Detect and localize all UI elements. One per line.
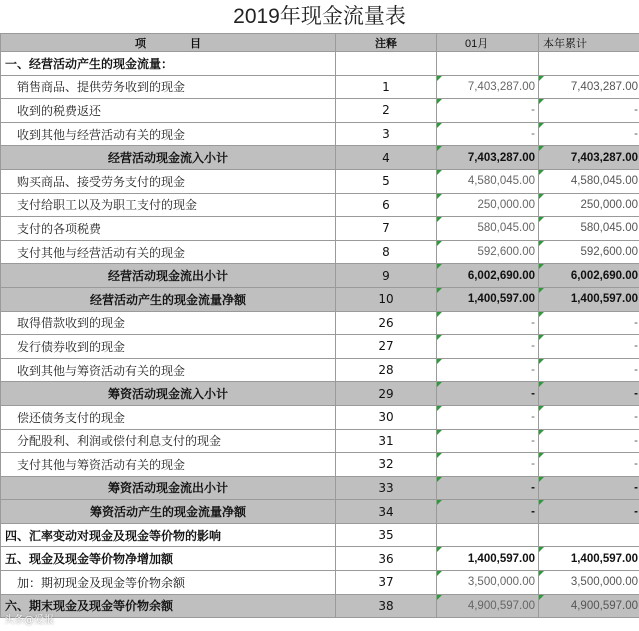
month-value-cell[interactable]: 7,403,287.00 [437,146,539,170]
table-row [1,217,639,241]
table-row [1,405,639,429]
cell-comment-marker [539,500,544,505]
ytd-value-cell[interactable]: - [539,122,639,146]
cell-comment-marker [437,335,442,340]
cell-comment-marker [539,359,544,364]
cell-comment-marker [437,288,442,293]
month-value-cell[interactable]: - [437,453,539,477]
table-row [1,311,639,335]
month-value-cell[interactable]: - [437,429,539,453]
cell-comment-marker [437,99,442,104]
ytd-value-cell[interactable]: - [539,500,639,524]
ytd-value-cell[interactable] [539,523,639,547]
cell-comment-marker [437,312,442,317]
note-cell[interactable]: 3 [336,122,437,146]
row-label-cell[interactable]: 分配股利、利润或偿付利息支付的现金 [1,429,336,453]
row-label-cell[interactable]: 收到的税费返还 [1,99,336,123]
row-label-cell[interactable]: 筹资活动现金流出小计 [1,476,336,500]
month-value-cell[interactable]: 250,000.00 [437,193,539,217]
header-item[interactable]: 项 目 [1,34,336,52]
note-cell[interactable]: 1 [336,75,437,99]
cell-comment-marker [539,312,544,317]
cell-comment-marker [539,170,544,175]
month-value-cell[interactable]: 1,400,597.00 [437,547,539,571]
cell-comment-marker [437,170,442,175]
note-cell[interactable]: 4 [336,146,437,170]
cell-comment-marker [539,430,544,435]
table-row [1,500,639,524]
cell-comment-marker [539,547,544,552]
ytd-value-cell[interactable]: 580,045.00 [539,217,639,241]
cell-comment-marker [437,217,442,222]
cell-comment-marker [437,146,442,151]
header-row [1,34,639,52]
cell-comment-marker [437,500,442,505]
table-row [1,240,639,264]
cell-comment-marker [539,146,544,151]
row-label-cell[interactable]: 支付其他与经营活动有关的现金 [1,240,336,264]
ytd-value-cell[interactable]: 3,500,000.00 [539,571,639,595]
table-row [1,146,639,170]
month-value-cell[interactable]: - [437,405,539,429]
ytd-value-cell[interactable]: 4,900,597.00 [539,594,639,618]
month-value-cell[interactable]: - [437,122,539,146]
month-value-cell[interactable]: - [437,99,539,123]
table-row [1,287,639,311]
month-value-cell[interactable]: 3,500,000.00 [437,571,539,595]
ytd-value-cell[interactable]: 4,580,045.00 [539,169,639,193]
table-row [1,99,639,123]
cell-comment-marker [437,430,442,435]
row-label-cell[interactable]: 取得借款收到的现金 [1,311,336,335]
note-cell[interactable]: 29 [336,382,437,406]
cell-comment-marker [437,547,442,552]
note-cell[interactable]: 9 [336,264,437,288]
cell-comment-marker [539,335,544,340]
month-value-cell[interactable]: - [437,311,539,335]
row-label-cell[interactable]: 筹资活动现金流入小计 [1,382,336,406]
ytd-value-cell[interactable]: - [539,99,639,123]
cell-comment-marker [437,241,442,246]
cell-comment-marker [437,359,442,364]
ytd-value-cell[interactable]: 1,400,597.00 [539,287,639,311]
watermark: 头条@爱报 [4,615,54,626]
month-value-cell[interactable]: 6,002,690.00 [437,264,539,288]
ytd-value-cell[interactable]: 7,403,287.00 [539,146,639,170]
note-cell[interactable]: 8 [336,240,437,264]
row-label-cell[interactable]: 一、经营活动产生的现金流量： [1,52,336,76]
ytd-value-cell[interactable] [539,52,639,76]
month-value-cell[interactable]: 1,400,597.00 [437,287,539,311]
cell-comment-marker [437,453,442,458]
cell-comment-marker [539,194,544,199]
table-row [1,476,639,500]
cell-comment-marker [539,288,544,293]
cell-comment-marker [539,453,544,458]
row-label-cell[interactable]: 支付给职工以及为职工支付的现金 [1,193,336,217]
ytd-value-cell[interactable]: 1,400,597.00 [539,547,639,571]
row-label-cell[interactable]: 经营活动现金流出小计 [1,264,336,288]
note-cell[interactable]: 31 [336,429,437,453]
cell-comment-marker [539,264,544,269]
ytd-value-cell[interactable]: 250,000.00 [539,193,639,217]
month-value-cell[interactable]: - [437,476,539,500]
cell-comment-marker [437,382,442,387]
cell-comment-marker [437,264,442,269]
cell-comment-marker [539,217,544,222]
cell-comment-marker [539,241,544,246]
month-value-cell[interactable]: 592,600.00 [437,240,539,264]
note-cell[interactable]: 37 [336,571,437,595]
table-row [1,382,639,406]
month-value-cell[interactable]: - [437,358,539,382]
note-cell[interactable]: 34 [336,500,437,524]
note-cell[interactable]: 35 [336,523,437,547]
row-label-cell[interactable]: 发行债券收到的现金 [1,335,336,359]
cell-comment-marker [437,194,442,199]
table-row [1,335,639,359]
sheet-title: 2019年现金流量表 [233,5,406,28]
note-cell[interactable]: 28 [336,358,437,382]
note-cell[interactable]: 27 [336,335,437,359]
row-label-cell[interactable]: 筹资活动产生的现金流量净额 [1,500,336,524]
row-label-cell[interactable]: 六、期末现金及现金等价物余额 [1,594,336,618]
row-label-cell[interactable]: 收到其他与经营活动有关的现金 [1,122,336,146]
cell-comment-marker [437,123,442,128]
row-label-cell[interactable]: 支付的各项税费 [1,217,336,241]
ytd-value-cell[interactable]: 7,403,287.00 [539,75,639,99]
header-ytd[interactable]: 本年累计 [539,34,639,52]
month-value-cell[interactable]: - [437,382,539,406]
cell-comment-marker [539,571,544,576]
month-value-cell[interactable]: 7,403,287.00 [437,75,539,99]
cell-comment-marker [437,595,442,600]
cell-comment-marker [539,477,544,482]
month-value-cell[interactable]: 580,045.00 [437,217,539,241]
note-cell[interactable]: 2 [336,99,437,123]
row-label-cell[interactable]: 经营活动现金流入小计 [1,146,336,170]
cell-comment-marker [539,382,544,387]
cell-comment-marker [437,571,442,576]
table-row [1,75,639,99]
note-cell[interactable]: 33 [336,476,437,500]
row-label-cell[interactable]: 四、汇率变动对现金及现金等价物的影响 [1,523,336,547]
note-cell[interactable] [336,52,437,76]
note-cell[interactable]: 30 [336,405,437,429]
table-row [1,523,639,547]
note-cell[interactable]: 38 [336,594,437,618]
ytd-value-cell[interactable]: - [539,429,639,453]
ytd-value-cell[interactable]: - [539,382,639,406]
ytd-value-cell[interactable]: - [539,405,639,429]
month-value-cell[interactable] [437,523,539,547]
ytd-value-cell[interactable]: - [539,476,639,500]
ytd-value-cell[interactable]: 592,600.00 [539,240,639,264]
row-label-cell[interactable]: 销售商品、提供劳务收到的现金 [1,75,336,99]
ytd-value-cell[interactable]: - [539,311,639,335]
cell-comment-marker [437,76,442,81]
row-label-cell[interactable]: 支付其他与筹资活动有关的现金 [1,453,336,477]
table-row [1,358,639,382]
table-row [1,193,639,217]
row-label-cell[interactable]: 收到其他与筹资活动有关的现金 [1,358,336,382]
table-row [1,264,639,288]
month-value-cell[interactable]: - [437,335,539,359]
note-cell[interactable]: 10 [336,287,437,311]
table-row [1,594,639,618]
cell-comment-marker [539,76,544,81]
table-row [1,122,639,146]
month-value-cell[interactable]: - [437,500,539,524]
cash-flow-table [0,33,639,618]
note-cell[interactable]: 5 [336,169,437,193]
row-label-cell[interactable]: 偿还债务支付的现金 [1,405,336,429]
table-row [1,453,639,477]
month-value-cell[interactable] [437,52,539,76]
table-row [1,429,639,453]
row-label-cell[interactable]: 经营活动产生的现金流量净额 [1,287,336,311]
row-label-cell[interactable]: 购买商品、接受劳务支付的现金 [1,169,336,193]
cell-comment-marker [539,406,544,411]
row-label-cell[interactable]: 加：期初现金及现金等价物余额 [1,571,336,595]
note-cell[interactable]: 32 [336,453,437,477]
note-cell[interactable]: 26 [336,311,437,335]
cell-comment-marker [539,99,544,104]
month-value-cell[interactable]: 4,580,045.00 [437,169,539,193]
row-label-cell[interactable]: 五、现金及现金等价物净增加额 [1,547,336,571]
table-row [1,169,639,193]
ytd-value-cell[interactable]: - [539,453,639,477]
header-month[interactable]: 01月 [437,34,539,52]
cell-comment-marker [539,595,544,600]
note-cell[interactable]: 7 [336,217,437,241]
table-row [1,547,639,571]
ytd-value-cell[interactable]: - [539,335,639,359]
header-note[interactable]: 注释 [336,34,437,52]
cell-comment-marker [437,477,442,482]
ytd-value-cell[interactable]: 6,002,690.00 [539,264,639,288]
cell-comment-marker [437,406,442,411]
month-value-cell[interactable]: 4,900,597.00 [437,594,539,618]
ytd-value-cell[interactable]: - [539,358,639,382]
table-row [1,52,639,76]
table-row [1,571,639,595]
cell-comment-marker [539,123,544,128]
note-cell[interactable]: 36 [336,547,437,571]
note-cell[interactable]: 6 [336,193,437,217]
